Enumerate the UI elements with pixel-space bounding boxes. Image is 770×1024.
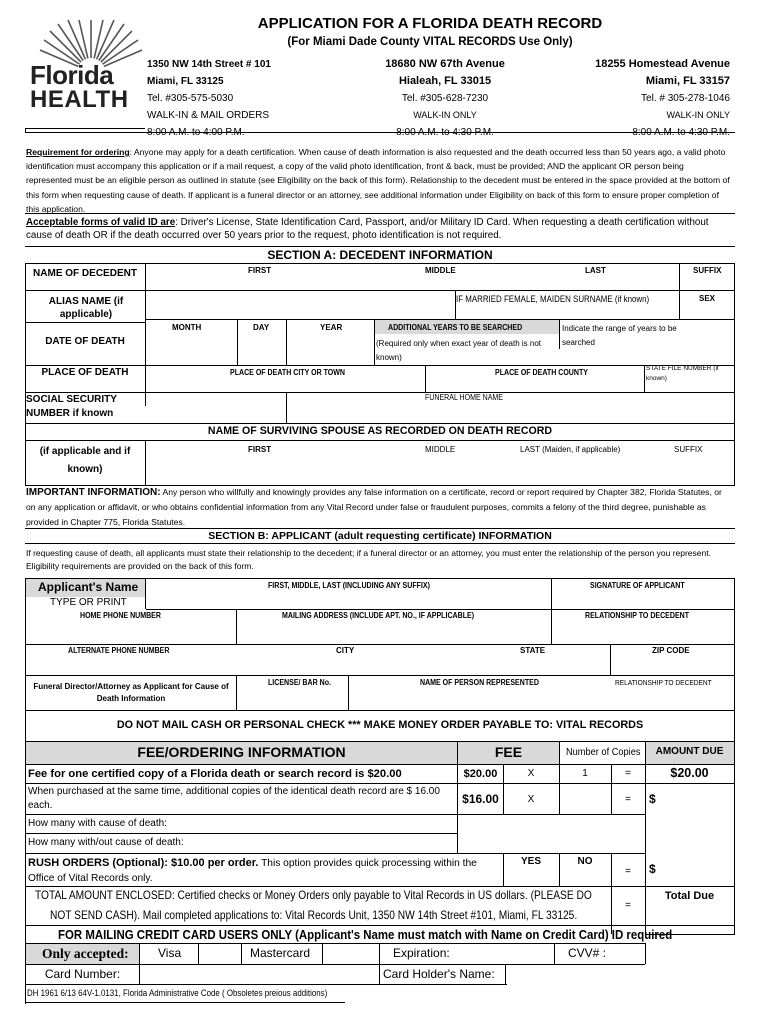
- first-middle-last-label: FIRST, MIDDLE, LAST (INCLUDING ANY SUFFIX): [268, 581, 430, 590]
- acceptable-id-text: : Driver's License, State Identification Card, Passport, and/or Military ID Card. When requesting a death certification without cause of death OR if the death occurred over 50 years prior to the request, photo identification is not required.: [26, 217, 709, 241]
- only-accepted-label: Only accepted:: [42, 946, 129, 961]
- spouse-name-field[interactable]: [146, 458, 732, 482]
- requirement-label: Requirement for ordering: [26, 147, 130, 157]
- relationship-field[interactable]: [552, 624, 732, 642]
- office-2: [360, 56, 530, 141]
- state-file-number-label: STATE FILE NUMBER (if known): [646, 365, 719, 382]
- month-label: MONTH: [172, 323, 202, 332]
- day-label: DAY: [253, 323, 270, 332]
- place-of-death-label: PLACE OF DEATH: [41, 367, 129, 378]
- cvv-label: CVV# :: [568, 946, 607, 960]
- city-field[interactable]: [238, 658, 438, 673]
- decedent-name-field[interactable]: [146, 276, 678, 288]
- expiration-field[interactable]: [470, 945, 552, 962]
- total-due-label: Total Due: [664, 890, 715, 902]
- relationship2-field[interactable]: [612, 690, 732, 708]
- license-label: LICENSE/ BAR No.: [268, 678, 331, 687]
- office-1: [147, 56, 271, 141]
- important-info-paragraph: [26, 485, 732, 530]
- office-3-city: Miami, FL 33157: [645, 75, 730, 87]
- without-cause-field[interactable]: [220, 835, 455, 851]
- maiden-surname-label: IF MARRIED FEMALE, MAIDEN SURNAME (if known): [456, 294, 650, 304]
- office-3: [560, 56, 730, 141]
- month-field[interactable]: [146, 334, 236, 363]
- spouse-middle-label: MIDDLE: [425, 445, 456, 454]
- sex-label: SEX: [699, 294, 716, 303]
- spouse-if-applicable-label: (if applicable and if known): [39, 446, 131, 475]
- relationship-label: RELATIONSHIP TO DECEDENT: [585, 611, 690, 620]
- fee-row2-amount[interactable]: $: [649, 792, 656, 806]
- without-cause-label: How many with/out cause of death:: [28, 837, 184, 848]
- cvv-field[interactable]: [612, 945, 642, 962]
- zip-label: ZIP CODE: [652, 646, 690, 655]
- place-city-label: PLACE OF DEATH CITY OR TOWN: [230, 368, 345, 377]
- additional-years-label: ADDITIONAL YEARS TO BE SEARCHED: [388, 323, 523, 332]
- expiration-label: Expiration:: [393, 946, 450, 960]
- office-1-street: 1350 NW 14th Street # 101: [147, 59, 271, 70]
- office-3-hours: 8:00 A.M. to 4:30 P.M.: [632, 127, 730, 138]
- section-b-intro: If requesting cause of death, all applicants must state their relationship to the decedent; if a funeral director or an attorney, you must enter the relationship of the person you represent. Eligibility requirements are provided on the back of this form.: [26, 548, 711, 571]
- home-phone-field[interactable]: [27, 624, 234, 642]
- office-1-hours: 8:00 A.M. to 4:00 P.M.: [147, 127, 245, 138]
- funeral-home-field[interactable]: [288, 404, 732, 421]
- decedent-first-label: FIRST: [248, 266, 272, 275]
- card-holder-field[interactable]: [505, 966, 641, 983]
- name-of-decedent-label: NAME OF DECEDENT: [33, 268, 137, 279]
- important-info-label: IMPORTANT INFORMATION:: [26, 487, 161, 498]
- important-info-text: Any person who willfully and knowingly provides any false information on a certificate, record or report required by Chapter 382, Florida Statutes, or on any application or affidavit, or who obtains confidential information from any Vital Record under false or fraudulent purposes, commits a felony of the third degree, punishable as provided in Chapter 775, Florida Statutes.: [26, 487, 722, 527]
- day-field[interactable]: [238, 334, 285, 363]
- office-2-hours: 8:00 A.M. to 4:30 P.M.: [396, 127, 494, 138]
- fee-row2-fee: $16.00: [462, 792, 499, 806]
- place-county-field[interactable]: [426, 378, 643, 390]
- decedent-last-label: LAST: [585, 266, 606, 275]
- year-field[interactable]: [287, 334, 373, 363]
- funeral-home-label: FUNERAL HOME NAME: [425, 393, 503, 402]
- card-holder-label: Card Holder's Name:: [383, 967, 495, 981]
- mastercard-option[interactable]: Mastercard: [250, 946, 311, 960]
- with-cause-field[interactable]: [200, 816, 455, 831]
- office-3-type: WALK-IN ONLY: [666, 110, 730, 120]
- rush-equals: =: [625, 866, 631, 877]
- form-footer: DH 1961 6/13 64V-1.0131, Florida Administrative Code ( Obsoletes preious additions): [27, 988, 328, 998]
- date-of-death-label: DATE OF DEATH: [45, 336, 125, 347]
- with-cause-label: How many with cause of death:: [28, 818, 167, 829]
- applicant-name-field[interactable]: [146, 593, 550, 607]
- fee-ordering-header: FEE/ORDERING INFORMATION: [137, 744, 346, 760]
- city-label: CITY: [336, 646, 355, 655]
- applicants-name-label: Applicant's Name: [38, 580, 139, 594]
- decedent-suffix-label: SUFFIX: [693, 266, 722, 275]
- signature-label: SIGNATURE OF APPLICANT: [590, 581, 685, 590]
- mailing-address-field[interactable]: [238, 624, 550, 642]
- type-or-print-label: TYPE OR PRINT: [50, 597, 127, 608]
- number-of-copies-header: Number of Copies: [566, 746, 641, 758]
- spouse-suffix-label: SUFFIX: [674, 445, 703, 454]
- ssn-field[interactable]: [146, 395, 284, 421]
- form-subtitle: (For Miami Dade County VITAL RECORDS Use Only): [287, 36, 573, 48]
- card-number-field[interactable]: [141, 966, 377, 983]
- spouse-first-label: FIRST: [248, 445, 272, 454]
- office-2-street: 18680 NW 67th Avenue: [385, 58, 505, 70]
- home-phone-label: HOME PHONE NUMBER: [80, 611, 161, 620]
- requirement-paragraph: [26, 145, 732, 216]
- name-represented-field[interactable]: [350, 690, 608, 708]
- logo-text-florida: Florida: [30, 60, 114, 90]
- rush-amount[interactable]: $: [649, 862, 656, 876]
- state-label: STATE: [520, 646, 546, 655]
- fee-header: FEE: [494, 744, 523, 760]
- zip-field[interactable]: [612, 658, 732, 673]
- fee-row1-copies[interactable]: 1: [582, 768, 588, 779]
- office-2-type: WALK-IN ONLY: [413, 110, 477, 120]
- alt-phone-label: ALTERNATE PHONE NUMBER: [68, 646, 170, 655]
- total-text-line-2: NOT SEND CASH). Mail completed applications to: Vital Records Unit, 1350 NW 14th Street #101, Miami, FL 33125.: [50, 909, 578, 922]
- alias-name-label: ALIAS NAME (if applicable): [48, 296, 124, 320]
- place-county-label: PLACE OF DEATH COUNTY: [495, 368, 588, 377]
- spouse-title: NAME OF SURVIVING SPOUSE AS RECORDED ON DEATH RECORD: [207, 425, 553, 437]
- amount-due-header: AMOUNT DUE: [655, 746, 724, 757]
- do-not-mail-banner: DO NOT MAIL CASH OR PERSONAL CHECK *** MAKE MONEY ORDER PAYABLE TO: VITAL RECORDS: [116, 719, 644, 731]
- logo-text-health: HEALTH: [30, 86, 129, 113]
- office-1-type: WALK-IN & MAIL ORDERS: [147, 110, 270, 121]
- fee-row2-copies-field[interactable]: [561, 786, 609, 812]
- fee-row1-fee: $20.00: [463, 768, 498, 780]
- fee-row2-x: X: [527, 794, 535, 805]
- state-field[interactable]: [440, 658, 608, 673]
- indicate-range-label: Indicate the range of years to be searched: [562, 324, 677, 347]
- license-field[interactable]: [238, 690, 346, 708]
- credit-card-title: FOR MAILING CREDIT CARD USERS ONLY (Applicant's Name must match with Name on Credit Card) ID required: [58, 927, 673, 942]
- section-a-title: SECTION A: DECEDENT INFORMATION: [267, 248, 493, 262]
- rush-paragraph: [28, 856, 506, 886]
- rush-text: This option provides quick processing within the Office of Vital Records only.: [28, 858, 477, 884]
- office-3-tel: Tel. # 305-278-1046: [641, 93, 730, 104]
- office-1-tel: Tel. #305-575-5030: [147, 93, 234, 104]
- applicant-signature-field[interactable]: [552, 593, 732, 607]
- acceptable-id-label: Acceptable forms of valid ID are: [26, 217, 176, 228]
- name-represented-label: NAME OF PERSON REPRESENTED: [420, 678, 539, 687]
- fee-row2-equals: =: [625, 794, 631, 805]
- alt-phone-field[interactable]: [27, 658, 234, 673]
- required-only-note: (Required only when exact year of death is not known): [376, 339, 541, 362]
- relationship2-label: RELATIONSHIP TO DECEDENT: [615, 678, 712, 687]
- mailing-address-label: MAILING ADDRESS (INCLUDE APT. NO., IF APPLICABLE): [282, 611, 475, 620]
- form-title: APPLICATION FOR A FLORIDA DEATH RECORD: [257, 15, 603, 32]
- office-2-city: Hialeah, FL 33015: [398, 75, 492, 87]
- fee-row1-label: Fee for one certified copy of a Florida death or search record is $20.00: [28, 768, 402, 780]
- rush-label: RUSH ORDERS (Optional): $10.00 per order.: [28, 857, 259, 869]
- alias-name-field[interactable]: [146, 304, 454, 317]
- card-number-label: Card Number:: [44, 967, 121, 981]
- visa-option[interactable]: Visa: [158, 946, 182, 960]
- ssn-label: SOCIAL SECURITY NUMBER if known: [26, 394, 117, 419]
- place-city-field[interactable]: [146, 378, 424, 390]
- fee-row1-equals: =: [625, 768, 631, 779]
- decedent-middle-label: MIDDLE: [425, 266, 456, 275]
- year-label: YEAR: [320, 323, 343, 332]
- total-equals: =: [625, 900, 631, 911]
- spouse-last-label: LAST (Maiden, if applicable): [520, 445, 621, 454]
- fee-row1-amount: $20.00: [670, 766, 709, 780]
- fee-row2-label: When purchased at the same time, additional copies of the identical death record are $ 16.00 each.: [28, 786, 440, 811]
- fee-row1-x: X: [527, 768, 535, 779]
- section-b-title: SECTION B: APPLICANT (adult requesting certificate) INFORMATION: [208, 530, 552, 542]
- funeral-director-label: Funeral Director/Attorney as Applicant for Cause of Death Information: [33, 682, 229, 703]
- acceptable-id-paragraph: [26, 216, 732, 242]
- total-text-line-1: TOTAL AMOUNT ENCLOSED: Certified checks or Money Orders only payable to Vital Records in US dollars. (PLEASE DO: [35, 889, 592, 902]
- office-2-tel: Tel. #305-628-7230: [401, 93, 489, 104]
- requirement-text: : Anyone may apply for a death certification. When cause of death information is also requested and the death occurred less than 50 years ago, a valid photo identification must accompany this application or if a mail request, a copy of the valid photo identification, front & back, must be provided; AND the applicant OR person being represented must be an eligible person as outlined in statute (see Eligibility on the back of this form). Relationship to the decedent must be entered in the space provided at the bottom of this form when requesting cause of death. If applicant is a funeral director or an attorney, see additional information under Eligibility on back of this form to ensure proper completion of this application.: [26, 147, 730, 214]
- office-1-city: Miami, FL 33125: [147, 76, 224, 87]
- office-3-street: 18255 Homestead Avenue: [595, 58, 730, 70]
- rush-yes-option[interactable]: YES: [520, 856, 541, 867]
- rush-no-option[interactable]: NO: [577, 856, 593, 867]
